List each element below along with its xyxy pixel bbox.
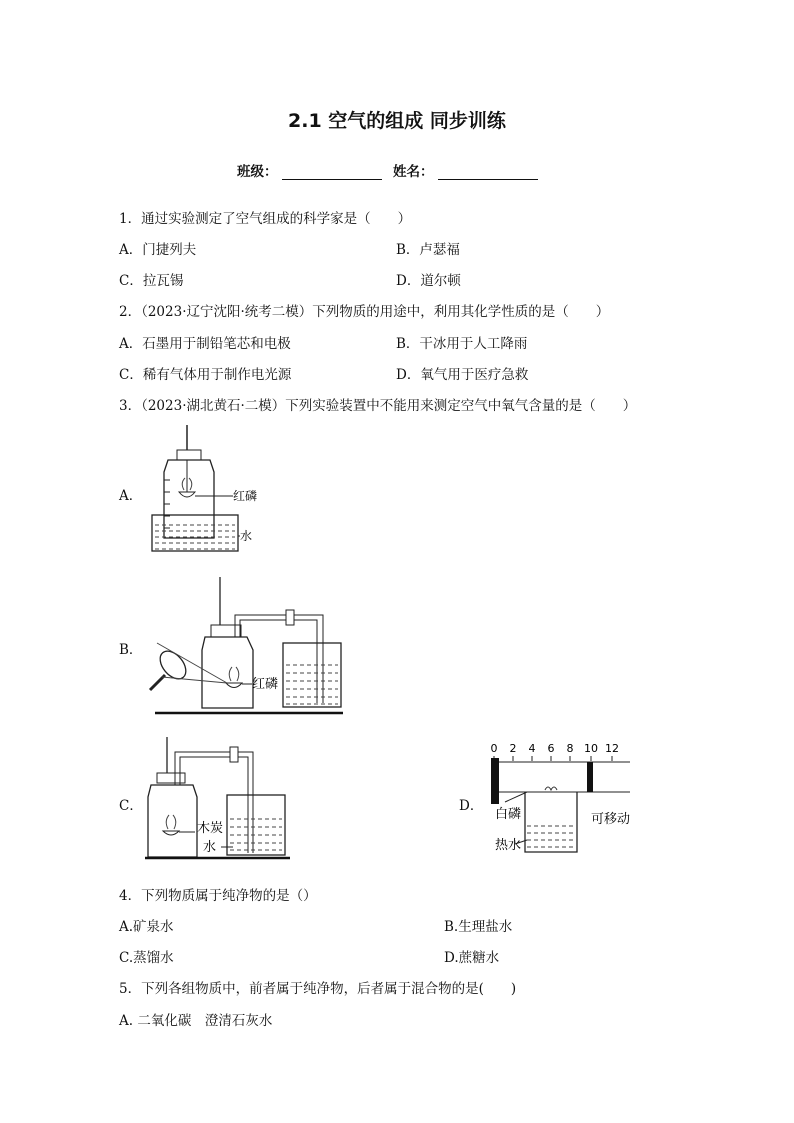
name-field [393, 160, 538, 180]
q2-stem: 2．（2023·辽宁沈阳·统考二模）下列物质的用途中，利用其化学性质的是（ ） [119, 304, 610, 320]
class-blank[interactable] [282, 165, 382, 180]
fig-d-scale-0: 0 [490, 742, 498, 755]
q2-option-b[interactable]: B．干冰用于人工降雨 [396, 336, 528, 352]
q1-option-a[interactable]: A．门捷列夫 [119, 242, 197, 258]
fig-d-scale-4: 4 [528, 742, 536, 755]
q4-option-b[interactable]: B.生理盐水 [444, 919, 513, 935]
figure-c [145, 735, 295, 860]
class-label: 班级： [237, 164, 278, 180]
name-blank[interactable] [438, 165, 538, 180]
q3-option-a[interactable]: A． [119, 488, 143, 504]
name-label: 姓名： [393, 164, 434, 180]
page-title: 2.1 空气的组成 同步训练 [288, 110, 506, 132]
fig-d-scale-2: 2 [509, 742, 517, 755]
q4-option-d[interactable]: D.蔗糖水 [444, 950, 500, 966]
figure-a [140, 420, 270, 560]
q3-option-b[interactable]: B． [119, 642, 143, 658]
q2-option-d[interactable]: D．氧气用于医疗急救 [396, 367, 529, 383]
fig-d-scale-12: 12 [605, 742, 619, 755]
q1-option-b[interactable]: B．卢瑟福 [396, 242, 460, 258]
fig-d-white-phosphorus-label: 白磷 [495, 807, 522, 822]
class-field [237, 160, 382, 180]
fig-d-scale-6: 6 [547, 742, 555, 755]
figure-d [485, 742, 635, 860]
fig-c-water-label: 水 [203, 840, 217, 855]
fig-b-phosphorus-label: 红磷 [252, 677, 279, 692]
q5-stem: 5．下列各组物质中，前者属于纯净物，后者属于混合物的是( ) [119, 981, 517, 997]
fig-d-scale-8: 8 [566, 742, 574, 755]
q3-option-d[interactable]: D． [459, 798, 484, 814]
q2-option-c[interactable]: C．稀有气体用于制作电光源 [119, 367, 292, 383]
fig-c-charcoal-label: 木炭 [197, 821, 224, 836]
fig-d-hot-water-label: 热水 [495, 838, 522, 853]
figure-b [145, 575, 345, 715]
q4-option-a[interactable]: A.矿泉水 [119, 919, 174, 935]
q1-stem: 1．通过实验测定了空气组成的科学家是（ ） [119, 211, 412, 227]
fig-d-movable-label: 可移动 [591, 812, 631, 827]
q3-stem: 3．（2023·湖北黄石·二模）下列实验装置中不能用来测定空气中氧气含量的是（ ） [119, 398, 637, 414]
q2-option-a[interactable]: A．石墨用于制铅笔芯和电极 [119, 336, 291, 352]
q5-option-a[interactable]: A. 二氧化碳 澄清石灰水 [119, 1013, 273, 1029]
fig-a-phosphorus-label: 红磷 [233, 489, 258, 503]
fig-a-water-label: 水 [240, 529, 253, 543]
q3-option-c[interactable]: C． [119, 798, 143, 814]
q1-option-c[interactable]: C．拉瓦锡 [119, 273, 184, 289]
q4-stem: 4．下列物质属于纯净物的是（） [119, 888, 317, 904]
q4-option-c[interactable]: C.蒸馏水 [119, 950, 174, 966]
fig-d-scale-10: 10 [584, 742, 598, 755]
q1-option-d[interactable]: D．道尔顿 [396, 273, 461, 289]
